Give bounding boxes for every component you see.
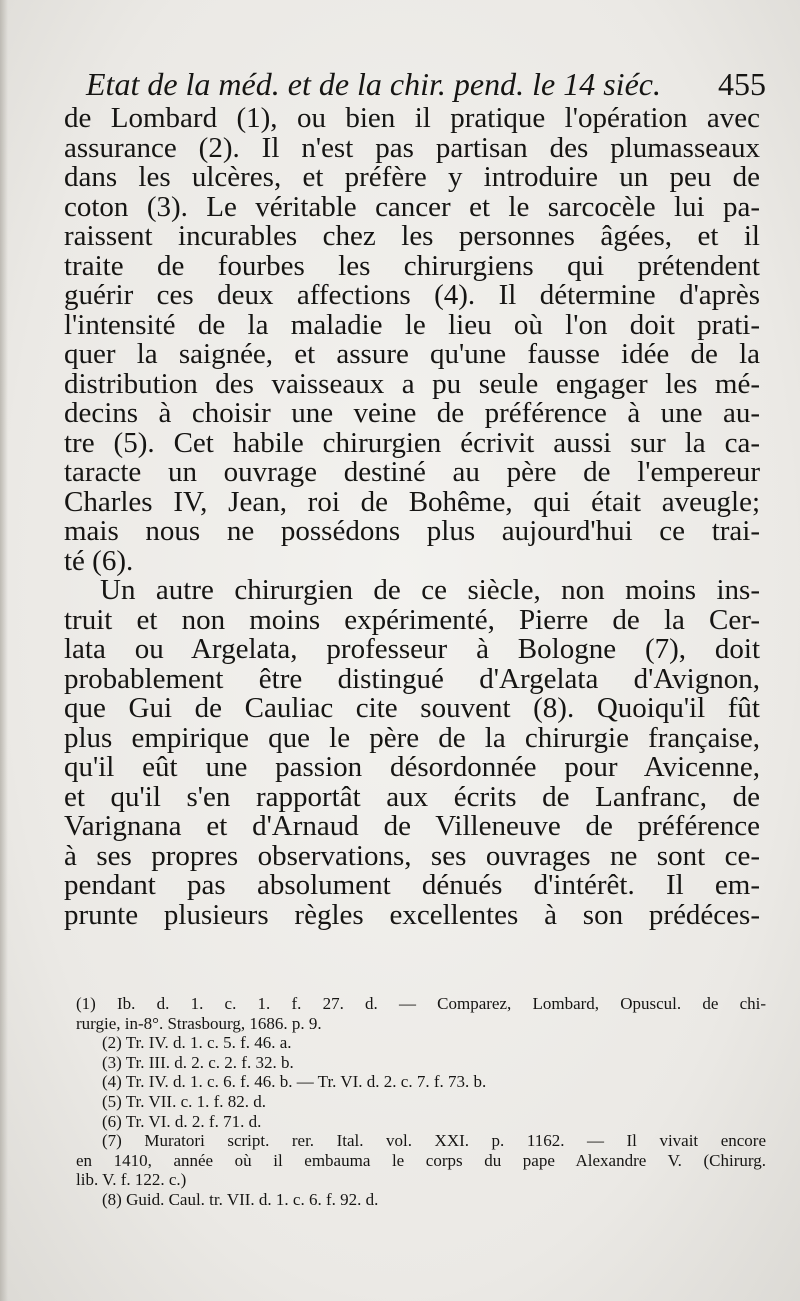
- text-line: et qu'il s'en rapportât aux écrits de Lanfranc, de: [64, 782, 760, 812]
- text-line: Un autre chirurgien de ce siècle, non moins ins-: [100, 576, 760, 606]
- text-line: coton (3). Le véritable cancer et le sarcocèle lui pa-: [64, 192, 760, 222]
- text-line: lata ou Argelata, professeur à Bologne (7), doit: [64, 635, 760, 665]
- text-line: distribution des vaisseaux a pu seule engager les mé-: [64, 369, 760, 399]
- text-line: assurance (2). Il n'est pas partisan des plumasseaux: [64, 133, 760, 163]
- text-line: mais nous ne possédons plus aujourd'hui ce trai-: [64, 517, 760, 547]
- text-line: quer la saignée, et assure qu'une fausse idée de la: [64, 340, 760, 370]
- text-line: pendant pas absolument dénués d'intérêt. Il em-: [64, 871, 760, 901]
- text-line: dans les ulcères, et préfère y introduire un peu de: [64, 163, 760, 193]
- footnote: (4) Tr. IV. d. 1. c. 6. f. 46. b. — Tr. VI. d. 2. c. 7. f. 73. b.: [102, 1072, 487, 1092]
- main-text: [64, 104, 760, 930]
- text-line: tre (5). Cet habile chirurgien écrivit aussi sur la ca-: [64, 428, 760, 458]
- footnote: (2) Tr. IV. d. 1. c. 5. f. 46. a.: [102, 1033, 292, 1053]
- text-line: Varignana et d'Arnaud de Villeneuve de préférence: [64, 812, 760, 842]
- footnote: (1) Ib. d. 1. c. 1. f. 27. d. — Comparez, Lombard, Opuscul. de chi-: [76, 994, 766, 1013]
- text-line: plus empirique que le père de la chirurgie française,: [64, 723, 760, 753]
- text-line: de Lombard (1), ou bien il pratique l'opération avec: [64, 104, 760, 134]
- footnotes: [76, 994, 766, 1210]
- footnote: (7) Muratori script. rer. Ital. vol. XXI. p. 1162. — Il vivait encore: [102, 1131, 766, 1151]
- text-line: l'intensité de la maladie le lieu où l'on doit prati-: [64, 310, 760, 340]
- text-line: decins à choisir une veine de préférence à une au-: [64, 399, 760, 429]
- footnote: (8) Guid. Caul. tr. VII. d. 1. c. 6. f. 92. d.: [102, 1189, 379, 1209]
- footnote: (3) Tr. III. d. 2. c. 2. f. 32. b.: [102, 1052, 294, 1072]
- running-title: Etat de la méd. et de la chir. pend. le 14 siéc.: [86, 66, 661, 102]
- page-number: 455: [718, 66, 766, 102]
- footnote: rurgie, in-8°. Strasbourg, 1686. p. 9.: [76, 1013, 322, 1033]
- text-line: traite de fourbes les chirurgiens qui prétendent: [64, 251, 760, 281]
- footnote: (6) Tr. VI. d. 2. f. 71. d.: [102, 1111, 262, 1131]
- text-line: taracte un ouvrage destiné au père de l'empereur: [64, 458, 760, 488]
- footnote: en 1410, année où il embauma le corps du pape Alexandre V. (Chirurg.: [76, 1150, 766, 1170]
- footnote: (5) Tr. VII. c. 1. f. 82. d.: [102, 1091, 267, 1111]
- running-header: [86, 64, 766, 104]
- text-line: raissent incurables chez les personnes âgées, et il: [64, 222, 760, 252]
- text-line: que Gui de Cauliac cite souvent (8). Quoiqu'il fût: [64, 694, 760, 724]
- text-line: à ses propres observations, ses ouvrages ne sont ce-: [64, 841, 760, 871]
- text-line: Charles IV, Jean, roi de Bohême, qui était aveugle;: [64, 487, 760, 517]
- footnote: lib. V. f. 122. c.): [76, 1170, 187, 1190]
- text-line: prunte plusieurs règles excellentes à son prédéces-: [64, 900, 760, 930]
- page-edge-shadow: [0, 0, 8, 1301]
- text-line: truit et non moins expérimenté, Pierre de la Cer-: [64, 605, 760, 635]
- text-line: probablement être distingué d'Argelata d'Avignon,: [64, 664, 760, 694]
- text-line: qu'il eût une passion désordonnée pour Avicenne,: [64, 753, 760, 783]
- text-line: té (6).: [64, 546, 134, 576]
- text-line: guérir ces deux affections (4). Il détermine d'après: [64, 281, 760, 311]
